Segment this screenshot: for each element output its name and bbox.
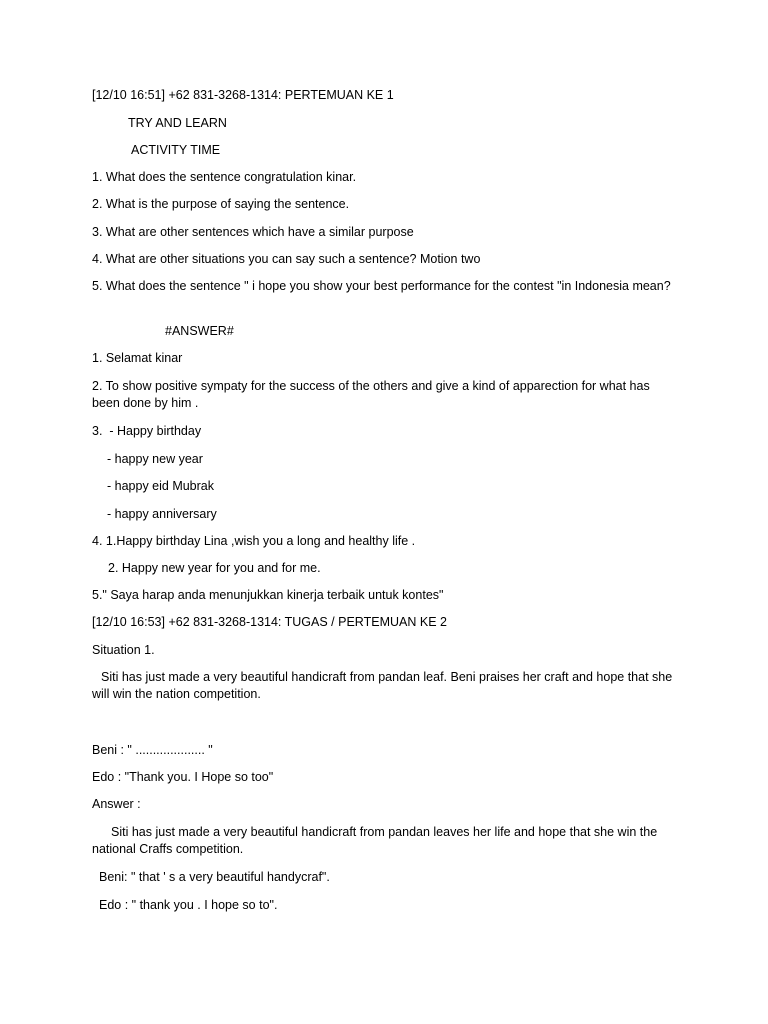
question-1: 1. What does the sentence congratulation kinar. bbox=[92, 170, 357, 184]
question-5: 5. What does the sentence " i hope you show your best performance for the contest "in Indonesia mean? bbox=[92, 279, 671, 293]
answer-3-item-4: - happy anniversary bbox=[107, 507, 217, 521]
answer-3: 3. - Happy birthday bbox=[92, 424, 202, 438]
question-2: 2. What is the purpose of saying the sentence. bbox=[92, 197, 350, 211]
answer-dialogue-beni: Beni: " that ' s a very beautiful handycraf". bbox=[99, 870, 330, 884]
chat-header-meeting-1: [12/10 16:51] +62 831-3268-1314: PERTEMUAN KE 1 bbox=[92, 88, 394, 102]
heading-try-and-learn: TRY AND LEARN bbox=[128, 116, 227, 130]
answer-1: 1. Selamat kinar bbox=[92, 351, 183, 365]
answer-3-item-3: - happy eid Mubrak bbox=[107, 479, 215, 493]
answer-2: 2. To show positive sympaty for the success of the others and give a kind of apparection for what has been done by him . bbox=[92, 379, 650, 410]
dialogue-edo: Edo : "Thank you. I Hope so too" bbox=[92, 770, 274, 784]
dialogue-beni: Beni : " .................... " bbox=[92, 743, 213, 757]
answer-dialogue-edo: Edo : " thank you . I hope so to". bbox=[99, 898, 278, 912]
answer-4: 4. 1.Happy birthday Lina ,wish you a long and healthy life . bbox=[92, 534, 416, 548]
answer-4-item-2: 2. Happy new year for you and for me. bbox=[108, 561, 321, 575]
situation-title: Situation 1. bbox=[92, 643, 155, 657]
situation-description: Siti has just made a very beautiful handicraft from pandan leaf. Beni praises her craft and hope that she will win the nation competition. bbox=[92, 670, 673, 701]
answer-3-item-2: - happy new year bbox=[107, 452, 203, 466]
question-4: 4. What are other situations you can say such a sentence? Motion two bbox=[92, 252, 481, 266]
question-3: 3. What are other sentences which have a similar purpose bbox=[92, 225, 414, 239]
chat-header-meeting-2: [12/10 16:53] +62 831-3268-1314: TUGAS / PERTEMUAN KE 2 bbox=[92, 615, 447, 629]
answer-label: Answer : bbox=[92, 797, 141, 811]
heading-answer: #ANSWER# bbox=[165, 324, 234, 338]
heading-activity-time: ACTIVITY TIME bbox=[131, 143, 221, 157]
answer-5: 5." Saya harap anda menunjukkan kinerja terbaik untuk kontes" bbox=[92, 588, 444, 602]
answer-situation: Siti has just made a very beautiful handicraft from pandan leaves her life and hope that she win the national Craffs competition. bbox=[92, 825, 658, 856]
